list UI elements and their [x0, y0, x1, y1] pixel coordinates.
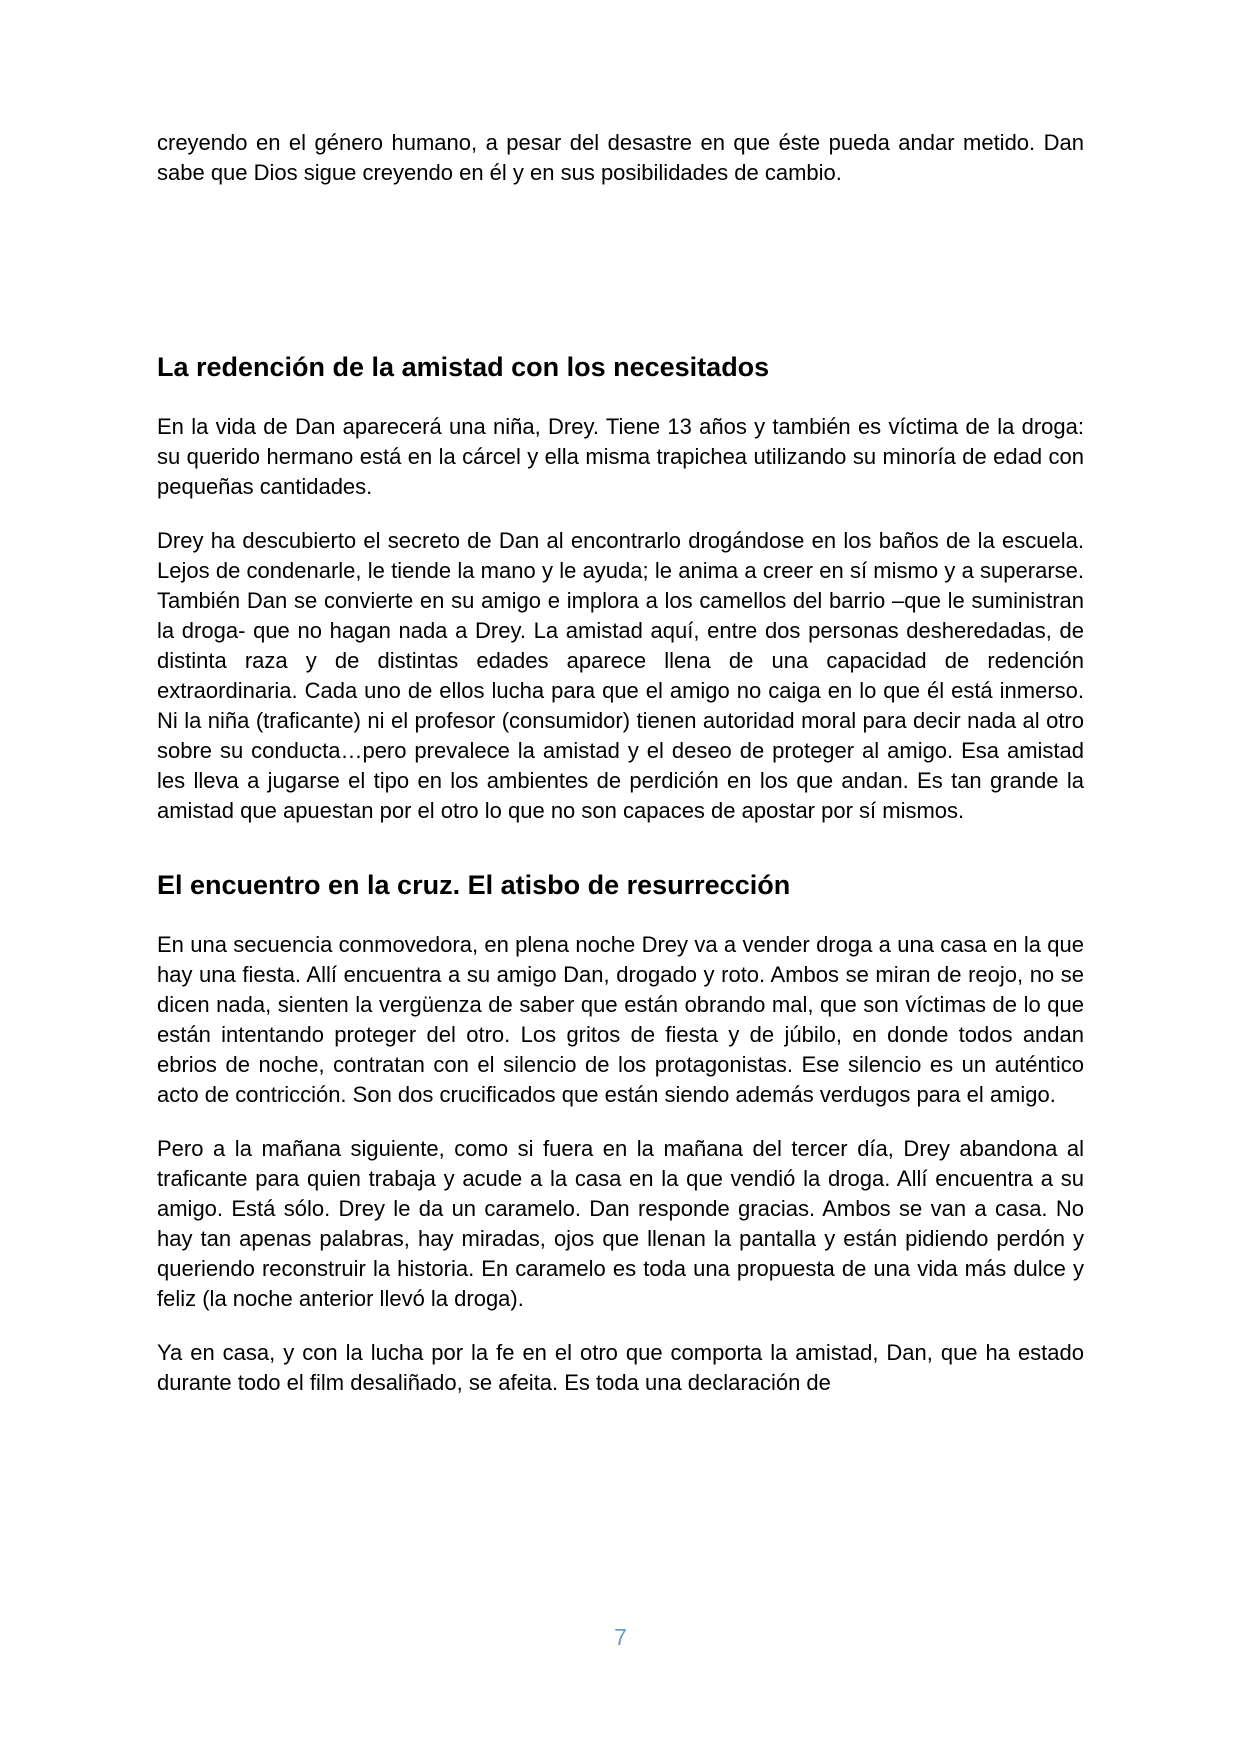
section-heading-encuentro-cruz: El encuentro en la cruz. El atisbo de resurrección	[157, 870, 791, 900]
paragraph: En una secuencia conmovedora, en plena noche Drey va a vender droga a una casa en la que hay una fiesta. Allí encuentra a su amigo Dan, drogado y roto. Ambos se miran de reojo, no se dicen nada, sienten la vergüenza de saber que están obrando mal, que son víctimas de lo que están intentando proteger del otro. Los gritos de fiesta y de júbilo, en donde todos andan ebrios de noche, contratan con el silencio de los protagonistas. Ese silencio es un auténtico acto de contricción. Son dos crucificados que están siendo además verdugos para el amigo.	[157, 932, 1084, 1107]
page-content	[157, 0, 1084, 1422]
paragraph: Ya en casa, y con la lucha por la fe en el otro que comporta la amistad, Dan, que ha estado durante todo el film desaliñado, se afeita. Es toda una declaración de	[157, 1340, 1084, 1395]
section-heading-redencion-amistad: La redención de la amistad con los necesitados	[157, 352, 770, 382]
paragraph: Pero a la mañana siguiente, como si fuera en la mañana del tercer día, Drey abandona al traficante para quien trabaja y acude a la casa en la que vendió la droga. Allí encuentra a su amigo. Está sólo. Drey le da un caramelo. Dan responde gracias. Ambos se van a casa. No hay tan apenas palabras, hay miradas, ojos que llenan la pantalla y están pidiendo perdón y queriendo reconstruir la historia. En caramelo es toda una propuesta de una vida más dulce y feliz (la noche anterior llevó la droga).	[157, 1136, 1084, 1311]
paragraph-intro-continuation: creyendo en el género humano, a pesar del desastre en que éste pueda andar metido. Dan sabe que Dios sigue creyendo en él y en sus posibilidades de cambio.	[157, 130, 1084, 185]
paragraph: Drey ha descubierto el secreto de Dan al encontrarlo drogándose en los baños de la escuela. Lejos de condenarle, le tiende la mano y le ayuda; le anima a creer en sí mismo y a superarse. También Dan se convierte en su amigo e implora a los camellos del barrio –que le suministran la droga- que no hagan nada a Drey. La amistad aquí, entre dos personas desheredadas, de distinta raza y de distintas edades aparece llena de una capacidad de redención extraordinaria. Cada uno de ellos lucha para que el amigo no caiga en lo que él está inmerso. Ni la niña (traficante) ni el profesor (consumidor) tienen autoridad moral para decir nada al otro sobre su conducta…pero prevalece la amistad y el deseo de proteger al amigo. Esa amistad les lleva a jugarse el tipo en los ambientes de perdición en los que andan. Es tan grande la amistad que apuestan por el otro lo que no son capaces de apostar por sí mismos.	[157, 528, 1084, 823]
page-number: 7	[614, 1624, 627, 1650]
page-footer	[0, 1622, 1241, 1652]
paragraph: En la vida de Dan aparecerá una niña, Drey. Tiene 13 años y también es víctima de la droga: su querido hermano está en la cárcel y ella misma trapichea utilizando su minoría de edad con pequeñas cantidades.	[157, 414, 1084, 499]
